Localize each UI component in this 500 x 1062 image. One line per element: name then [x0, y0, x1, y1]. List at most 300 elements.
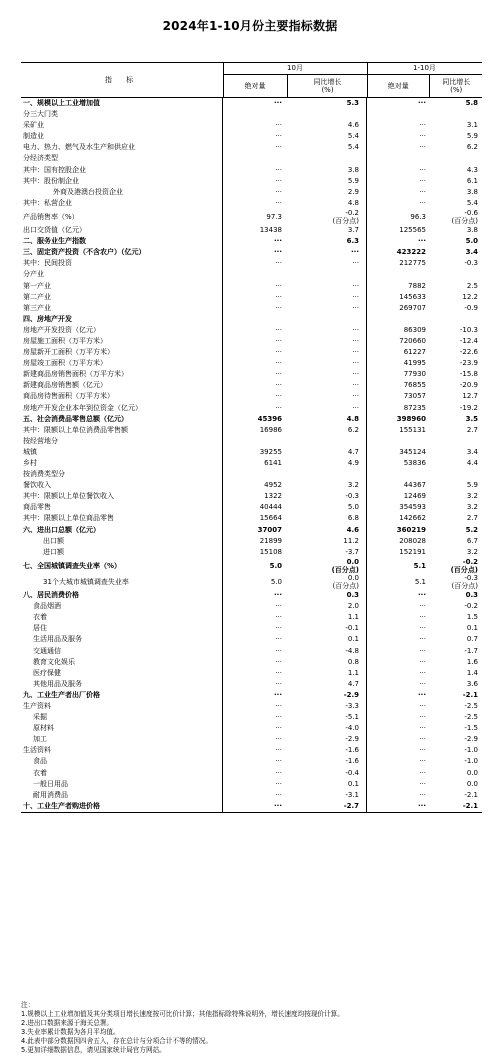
row-label: 九、工业生产者出厂价格 — [23, 690, 100, 699]
table-row — [21, 690, 482, 701]
indicator-table — [21, 62, 482, 813]
cell-v3: 41995 — [403, 359, 426, 368]
table-body — [21, 98, 482, 812]
table-row — [21, 198, 482, 209]
cell-v2: ··· — [287, 358, 367, 369]
cell-v1: 15664 — [259, 514, 282, 523]
cell-v4 — [430, 469, 482, 480]
cell-v2 — [287, 269, 367, 280]
row-label: 分经济类型 — [23, 154, 58, 163]
footnote-line: 5.更加详细数据信息，请见国家统计局官方网站。 — [21, 1045, 166, 1054]
cell-v3 — [367, 269, 430, 280]
table-row — [21, 469, 482, 480]
cell-v1 — [223, 153, 287, 164]
table-row — [21, 590, 482, 601]
cell-v3: 360219 — [396, 525, 426, 534]
cell-v1: ··· — [275, 657, 282, 666]
cell-v3: ··· — [419, 746, 426, 755]
header-ytd: 1-10月 — [367, 63, 482, 75]
row-label: 第二产业 — [23, 292, 51, 301]
cell-v4: -2.5 — [464, 713, 478, 722]
table-row — [21, 601, 482, 612]
table-row — [21, 380, 482, 391]
cell-v1: ··· — [275, 635, 282, 644]
cell-v3: ··· — [418, 237, 426, 246]
cell-v3: ··· — [418, 99, 426, 107]
table-row — [21, 414, 482, 425]
header-ytd-abs: 绝对量 — [367, 75, 430, 97]
row-label: 城镇 — [23, 447, 37, 456]
row-label: 其中：限额以上单位商品零售 — [23, 514, 114, 523]
cell-v4: 12.2 — [462, 292, 478, 301]
row-label: 房屋施工面积（万平方米） — [23, 336, 107, 345]
cell-v4 — [430, 153, 482, 164]
cell-v4: 5.9 — [466, 481, 478, 490]
cell-v1: ··· — [275, 713, 282, 722]
cell-v1: ··· — [275, 187, 282, 196]
cell-v4: 4.4 — [466, 459, 478, 467]
cell-v3: ··· — [419, 613, 426, 622]
cell-v4: -10.3 — [459, 325, 478, 334]
cell-v1: 21899 — [259, 536, 282, 545]
table-row — [21, 258, 482, 269]
cell-v3: 87235 — [403, 403, 426, 412]
cell-v1: ··· — [275, 403, 282, 412]
cell-v4: -1.0 — [464, 746, 478, 755]
cell-v2: -4.0 — [287, 723, 367, 734]
cell-v3: 269707 — [399, 303, 426, 312]
row-label: 房屋新开工面积（万平方米） — [23, 348, 114, 357]
cell-v1: ··· — [275, 735, 282, 744]
header-ytd-yoy: 同比增长 (%) — [442, 78, 471, 94]
cell-v3: 208028 — [399, 536, 426, 545]
cell-v2: 1.1 — [287, 612, 367, 623]
cell-v4: 2.5 — [466, 281, 478, 290]
header-october: 10月 — [223, 63, 367, 75]
cell-v2: 2.0 — [287, 601, 367, 612]
cell-v4: -23.9 — [459, 359, 478, 368]
cell-v1: 4952 — [264, 481, 282, 490]
table-header — [21, 63, 482, 98]
row-label: 四、房地产开发 — [23, 314, 72, 323]
cell-v4: 5.0 — [465, 237, 478, 246]
cell-v4: -0.6 (百分点) — [451, 208, 478, 225]
cell-v2: 5.0 — [287, 502, 367, 513]
cell-v2: 4.6 — [287, 525, 367, 536]
table-row — [21, 712, 482, 723]
cell-v2: 5.3 — [287, 98, 367, 109]
row-label: 三、固定资产投资（不含农户）（亿元） — [23, 248, 146, 257]
cell-v1: ··· — [275, 292, 282, 301]
cell-v4: 3.4 — [465, 248, 478, 257]
cell-v1: ··· — [275, 359, 282, 368]
table-row — [21, 623, 482, 634]
cell-v3: ··· — [419, 657, 426, 666]
table-row — [21, 668, 482, 679]
cell-v1 — [223, 109, 287, 120]
cell-v1: ··· — [275, 646, 282, 655]
row-label: 其中：限额以上单位消费品零售额 — [23, 425, 128, 434]
cell-v3: 76855 — [403, 381, 426, 390]
cell-v3: ··· — [419, 132, 426, 141]
row-label: 房地产开发企业本年到位资金（亿元） — [23, 403, 142, 412]
row-label: 出口额 — [43, 536, 64, 545]
footnote-line: 4.此表中部分数据因四舍五入，存在总计与分项合计不等的情况。 — [21, 1036, 212, 1045]
cell-v2: 0.0 (百分点) — [287, 574, 367, 590]
cell-v1: ··· — [275, 602, 282, 611]
row-label: 居住 — [33, 624, 47, 633]
cell-v4: -2.5 — [464, 701, 478, 710]
cell-v3: ··· — [419, 635, 426, 644]
cell-v3: ··· — [419, 198, 426, 207]
cell-v4: -1.7 — [464, 646, 478, 655]
row-label: 交通通信 — [33, 646, 61, 655]
cell-v3: 145633 — [399, 292, 426, 301]
cell-v2 — [287, 436, 367, 447]
row-label: 八、居民消费价格 — [23, 591, 79, 600]
table-row — [21, 612, 482, 623]
table-row — [21, 236, 482, 247]
table-row — [21, 745, 482, 756]
row-label: 生活用品及服务 — [33, 635, 82, 644]
cell-v3: 5.1 — [414, 577, 426, 586]
table-row — [21, 679, 482, 690]
cell-v4: 5.8 — [465, 99, 478, 107]
cell-v4: 3.4 — [466, 447, 478, 456]
cell-v4 — [430, 269, 482, 280]
cell-v4: 3.2 — [466, 547, 478, 556]
cell-v4: -0.3 — [464, 259, 478, 268]
table-row — [21, 634, 482, 645]
table-row — [21, 801, 482, 812]
cell-v3: ··· — [419, 679, 426, 688]
cell-v4: 6.2 — [466, 143, 478, 152]
row-label: 加工 — [33, 735, 47, 744]
table-row — [21, 165, 482, 176]
cell-v4 — [430, 314, 482, 325]
table-row — [21, 347, 482, 358]
cell-v1: ··· — [275, 679, 282, 688]
cell-v1: ··· — [275, 624, 282, 633]
cell-v4: 0.0 — [466, 779, 478, 788]
cell-v3: ··· — [419, 779, 426, 788]
cell-v1: ··· — [275, 724, 282, 733]
row-label: 采掘 — [33, 713, 47, 722]
cell-v3: ··· — [418, 690, 426, 699]
cell-v2: 4.8 — [287, 414, 367, 425]
cell-v4: 2.7 — [466, 514, 478, 523]
table-row — [21, 187, 482, 198]
cell-v2: 4.6 — [287, 120, 367, 131]
cell-v4: 1.6 — [466, 657, 478, 666]
table-row — [21, 269, 482, 280]
cell-v3: ··· — [419, 646, 426, 655]
cell-v1: 13438 — [259, 226, 282, 235]
cell-v3: ··· — [419, 624, 426, 633]
cell-v4: -2.1 — [464, 790, 478, 799]
row-label: 乡村 — [23, 459, 37, 467]
cell-v4: 0.1 — [466, 624, 478, 633]
row-label: 原材料 — [33, 724, 54, 733]
cell-v3: 423222 — [396, 248, 426, 257]
table-row — [21, 120, 482, 131]
cell-v4: 6.1 — [466, 176, 478, 185]
cell-v3: ··· — [419, 668, 426, 677]
cell-v3: 73057 — [403, 392, 426, 401]
cell-v4: 3.2 — [466, 492, 478, 501]
row-label: 其中：国有控股企业 — [23, 165, 86, 174]
table-row — [21, 657, 482, 668]
cell-v2: 5.4 — [287, 131, 367, 142]
cell-v2 — [287, 109, 367, 120]
cell-v4: -1.0 — [464, 757, 478, 766]
cell-v2: ··· — [287, 336, 367, 347]
cell-v1: ··· — [275, 779, 282, 788]
row-label: 医疗保健 — [33, 668, 61, 677]
cell-v1: ··· — [275, 381, 282, 390]
row-label: 分产业 — [23, 270, 44, 279]
cell-v2: 0.0 (百分点) — [287, 558, 367, 574]
cell-v4: -0.2 (百分点) — [450, 557, 478, 574]
cell-v3: ··· — [419, 701, 426, 710]
table-row — [21, 314, 482, 325]
table-row — [21, 734, 482, 745]
cell-v3: 44367 — [403, 481, 426, 490]
footnote-line: 注： — [21, 1001, 35, 1009]
table-row — [21, 303, 482, 314]
table-row — [21, 458, 482, 469]
table-row — [21, 547, 482, 558]
table-row — [21, 403, 482, 414]
cell-v1: ··· — [275, 668, 282, 677]
table-row — [21, 425, 482, 436]
cell-v2: 3.7 — [287, 225, 367, 236]
cell-v4: 3.5 — [465, 414, 478, 423]
cell-v4: -0.3 (百分点) — [451, 573, 478, 590]
table-row — [21, 779, 482, 790]
row-label: 按经营地分 — [23, 436, 58, 445]
cell-v2: 2.9 — [287, 187, 367, 198]
cell-v2: 3.2 — [287, 480, 367, 491]
cell-v2 — [287, 469, 367, 480]
cell-v1: ··· — [275, 613, 282, 622]
cell-v4: -22.6 — [459, 348, 478, 357]
cell-v3: ··· — [419, 735, 426, 744]
cell-v1: ··· — [275, 336, 282, 345]
cell-v4: 4.3 — [466, 165, 478, 174]
table-row — [21, 98, 482, 109]
cell-v1 — [223, 314, 287, 325]
cell-v4: 3.2 — [466, 503, 478, 512]
cell-v1: ··· — [274, 591, 282, 600]
cell-v4: 0.0 — [466, 768, 478, 777]
table-row — [21, 176, 482, 187]
table-row — [21, 436, 482, 447]
row-label: 食品烟酒 — [33, 602, 61, 611]
cell-v3: ··· — [418, 591, 426, 600]
cell-v3 — [367, 469, 430, 480]
cell-v3: 155131 — [399, 425, 426, 434]
table-row — [21, 756, 482, 767]
cell-v2: 4.7 — [287, 679, 367, 690]
cell-v3: 212775 — [399, 259, 426, 268]
table-row — [21, 153, 482, 164]
row-label: 衣着 — [33, 768, 47, 777]
cell-v3: 398960 — [396, 414, 426, 423]
table-row — [21, 336, 482, 347]
row-label: 房地产开发投资（亿元） — [23, 325, 100, 334]
cell-v2: ··· — [287, 391, 367, 402]
cell-v1: ··· — [275, 198, 282, 207]
row-label: 进口额 — [43, 547, 64, 556]
cell-v4: 5.4 — [466, 198, 478, 207]
row-label: 七、全国城镇调查失业率（%） — [23, 561, 122, 570]
cell-v3: 77930 — [403, 370, 426, 379]
cell-v2: 0.8 — [287, 657, 367, 668]
table-row — [21, 480, 482, 491]
cell-v1: ··· — [274, 237, 282, 246]
cell-v3 — [367, 109, 430, 120]
table-row — [21, 109, 482, 120]
header-indicator: 指 标 — [21, 63, 224, 97]
cell-v3 — [367, 153, 430, 164]
row-label: 制造业 — [23, 132, 44, 141]
cell-v2: -1.6 — [287, 745, 367, 756]
cell-v4: -20.9 — [459, 381, 478, 390]
cell-v3: ··· — [419, 121, 426, 130]
cell-v3: ··· — [419, 790, 426, 799]
cell-v3: 345124 — [399, 447, 426, 456]
table-row — [21, 790, 482, 801]
table-row — [21, 358, 482, 369]
row-label: 其中：民间投资 — [23, 259, 72, 268]
header-group-ytd — [367, 63, 482, 97]
cell-v1: ··· — [275, 121, 282, 130]
cell-v4 — [430, 109, 482, 120]
cell-v1: 5.0 — [269, 561, 282, 570]
row-label: 31个大城市城镇调查失业率 — [43, 577, 129, 586]
cell-v2: ··· — [287, 369, 367, 380]
row-label: 第一产业 — [23, 281, 51, 290]
row-label: 外商及港澳台投资企业 — [53, 187, 123, 196]
footnote-line: 1.规模以上工业增加值及其分类项目增长速度按可比价计算；其他指标除特殊说明外，增长速度均按现价计算。 — [21, 1009, 344, 1018]
cell-v1: ··· — [275, 176, 282, 185]
cell-v3: ··· — [419, 602, 426, 611]
cell-v4: -0.9 — [464, 303, 478, 312]
row-label: 房屋竣工面积（万平方米） — [23, 359, 107, 368]
cell-v1: ··· — [275, 790, 282, 799]
cell-v4: -2.1 — [462, 801, 478, 810]
table-row — [21, 574, 482, 590]
cell-v3: ··· — [419, 768, 426, 777]
cell-v1: ··· — [275, 392, 282, 401]
cell-v2: -0.1 — [287, 623, 367, 634]
row-label: 其他用品及服务 — [33, 679, 82, 688]
row-label: 生活资料 — [23, 746, 51, 755]
cell-v2: -4.8 — [287, 646, 367, 657]
row-label: 电力、热力、燃气及水生产和供应业 — [23, 143, 135, 152]
page-title: 2024年1-10月份主要指标数据 — [162, 19, 338, 33]
cell-v2: -1.6 — [287, 756, 367, 767]
row-label: 五、社会消费品零售总额（亿元） — [23, 414, 128, 423]
row-label: 第三产业 — [23, 303, 51, 312]
cell-v2: -2.7 — [287, 801, 367, 812]
cell-v1 — [223, 436, 287, 447]
cell-v1: 39255 — [259, 447, 282, 456]
row-label: 商品房待售面积（万平方米） — [23, 392, 114, 401]
cell-v2: -0.2 (百分点) — [287, 209, 367, 225]
cell-v4: 0.3 — [465, 591, 478, 600]
cell-v3: 53836 — [403, 459, 426, 467]
row-label: 其中：股份制企业 — [23, 176, 79, 185]
table-row — [21, 142, 482, 153]
cell-v1: ··· — [274, 801, 282, 810]
table-row — [21, 131, 482, 142]
footnote-line: 2.进出口数据来源于海关总署。 — [21, 1018, 114, 1027]
table-row — [21, 723, 482, 734]
cell-v3: 125565 — [399, 226, 426, 235]
cell-v4: 1.4 — [466, 668, 478, 677]
cell-v3: ··· — [418, 801, 426, 810]
cell-v1: ··· — [275, 701, 282, 710]
cell-v1: ··· — [275, 165, 282, 174]
cell-v4: -12.4 — [459, 336, 478, 345]
cell-v3: 5.1 — [413, 561, 426, 570]
row-label: 十、工业生产者购进价格 — [23, 801, 100, 810]
cell-v1: 5.0 — [270, 577, 282, 586]
cell-v1: 97.3 — [266, 212, 282, 221]
cell-v4: -2.9 — [464, 735, 478, 744]
header-oct-yoy: 同比增长 (%) — [313, 78, 342, 94]
cell-v4: 6.7 — [466, 536, 478, 545]
cell-v1: ··· — [274, 690, 282, 699]
cell-v3: 720660 — [399, 336, 426, 345]
cell-v2: 6.3 — [287, 236, 367, 247]
cell-v3: 12469 — [403, 492, 426, 501]
cell-v3 — [367, 314, 430, 325]
cell-v3: ··· — [419, 165, 426, 174]
row-label: 餐饮收入 — [23, 481, 51, 490]
table-row — [21, 536, 482, 547]
row-label: 出口交货值（亿元） — [23, 226, 86, 235]
cell-v2: ··· — [287, 292, 367, 303]
cell-v3: 142662 — [399, 514, 426, 523]
cell-v4: 0.7 — [466, 635, 478, 644]
cell-v2: -3.1 — [287, 790, 367, 801]
cell-v3: ··· — [419, 143, 426, 152]
cell-v2: 11.2 — [287, 536, 367, 547]
footnote-line: 3.失业率累计数据为各月平均值。 — [21, 1027, 120, 1036]
cell-v4: -0.2 — [464, 602, 478, 611]
row-label: 生产资料 — [23, 701, 51, 710]
cell-v1: ··· — [275, 281, 282, 290]
row-label: 新建商品房销售面积（万平方米） — [23, 370, 128, 379]
row-label: 产品销售率（%） — [23, 212, 79, 221]
row-label: 一般日用品 — [33, 779, 68, 788]
cell-v2: ··· — [287, 403, 367, 414]
cell-v2: ··· — [287, 380, 367, 391]
cell-v1: 16986 — [259, 425, 282, 434]
table-row — [21, 768, 482, 779]
cell-v3: ··· — [419, 176, 426, 185]
cell-v1 — [223, 469, 287, 480]
cell-v1: 15108 — [259, 547, 282, 556]
row-label: 新建商品房销售额（亿元） — [23, 381, 107, 390]
table-row — [21, 391, 482, 402]
cell-v2: ··· — [287, 247, 367, 258]
cell-v1: ··· — [275, 325, 282, 334]
cell-v2: 0.1 — [287, 779, 367, 790]
